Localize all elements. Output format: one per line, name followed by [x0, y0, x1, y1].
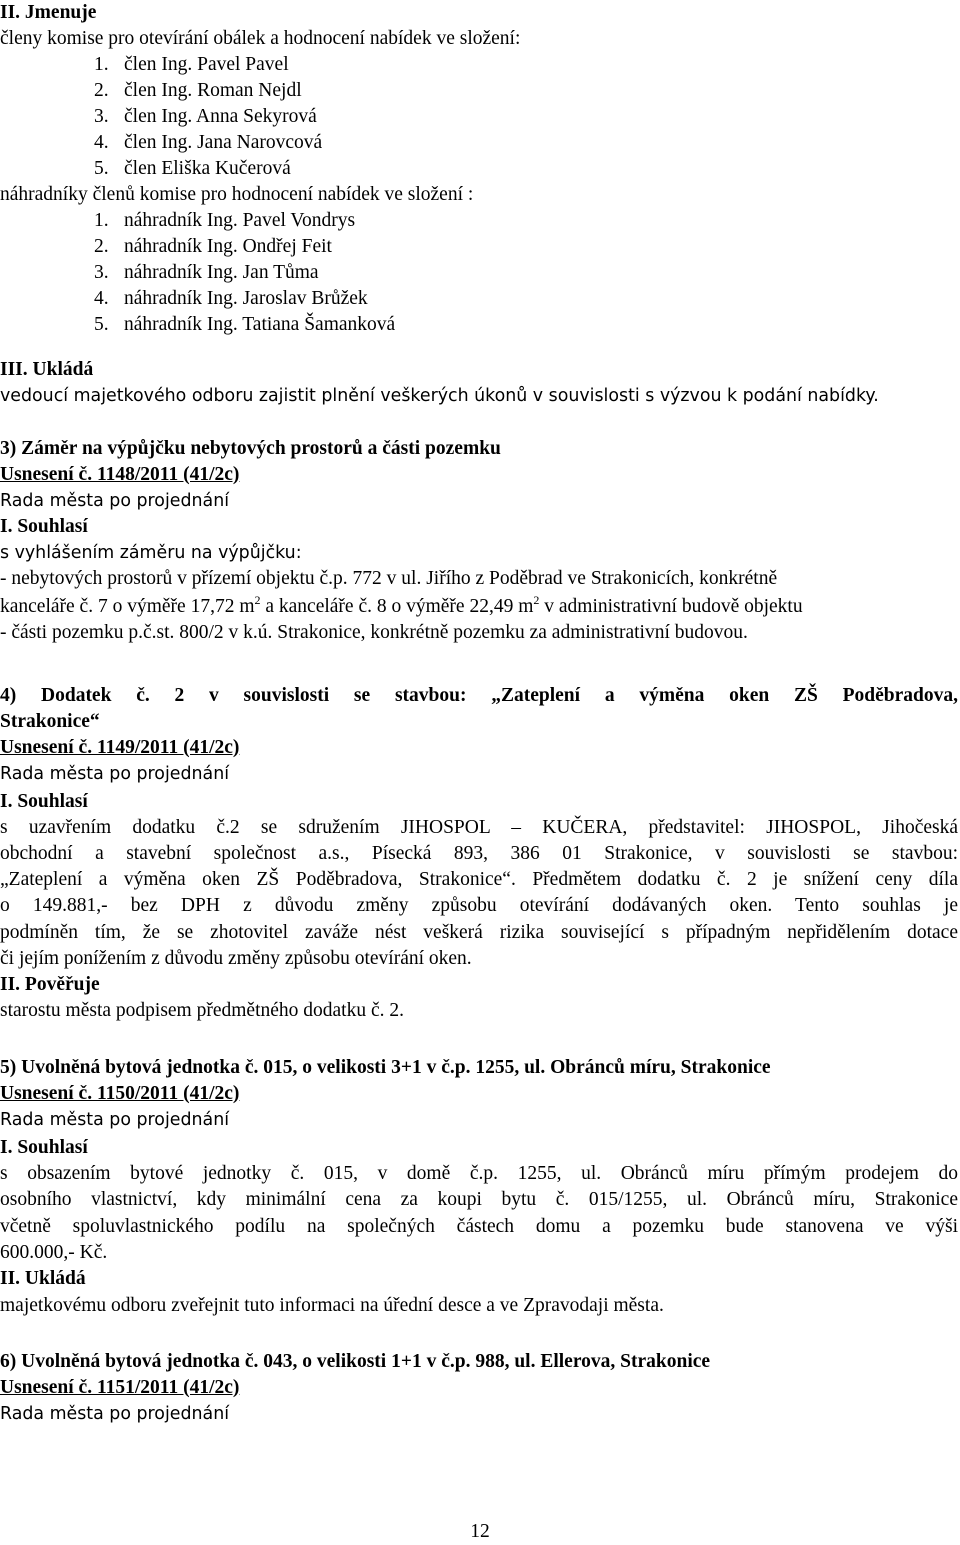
item-6-title: 6) Uvolněná bytová jednotka č. 043, o velikosti 1+1 v č.p. 988, ul. Ellerova, Strakonice — [0, 1351, 711, 1372]
section-iii-heading: III. Ukládá — [0, 359, 94, 380]
substitute-item-1: 1. náhradník Ing. Pavel Vondrys — [94, 210, 356, 231]
section-ii-intro: členy komise pro otevírání obálek a hodnocení nabídek ve složení: — [0, 28, 521, 49]
item-3-line-4: - části pozemku p.č.st. 800/2 v k.ú. Strakonice, konkrétně pozemku za administrativní budovou. — [0, 622, 748, 643]
item-4-para-line: „Zateplení a výměna oken ZŠ Poděbradova, Strakonice“. Předmětem dodatku č. 2 je snížení ceny díla — [0, 869, 958, 890]
item-4-text-ii: starostu města podpisem předmětného dodatku č. 2. — [0, 1000, 404, 1021]
item-5-heading-i: I. Souhlasí — [0, 1137, 88, 1158]
superscript-2: 2 — [533, 593, 540, 607]
item-3-line-2: - nebytových prostorů v přízemí objektu č.p. 772 v ul. Jiřího z Poděbrad ve Strakonicích, konkrétně — [0, 568, 778, 589]
item-4-para-line: či jejím ponížením z důvodu změny způsobu otevírání oken. — [0, 948, 472, 969]
item-5-para-line: včetně spoluvlastnického podílu na společných částech domu a pozemku bude stanovena ve výši — [0, 1216, 958, 1237]
item-5-para-line: s obsazením bytové jednotky č. 015, v domě č.p. 1255, ul. Obránců míru přímým prodejem do — [0, 1163, 958, 1184]
item-5-title: 5) Uvolněná bytová jednotka č. 015, o velikosti 3+1 v č.p. 1255, ul. Obránců míru, Strakonice — [0, 1057, 771, 1078]
item-4-para-line: s uzavřením dodatku č.2 se sdružením JIHOSPOL – KUČERA, představitel: JIHOSPOL, Jihočeská — [0, 817, 958, 838]
substitute-item-2: 2. náhradník Ing. Ondřej Feit — [94, 236, 332, 257]
member-item-1: 1. člen Ing. Pavel Pavel — [94, 54, 289, 75]
item-3-line-3: kanceláře č. 7 o výměře 17,72 $m^2$ a kanceláře č. 8 o výměře 22,49 $m^2$ v administrativní budově objektu — [0, 593, 803, 617]
item-4-title-line-2: Strakonice“ — [0, 711, 100, 732]
item-5-text-ii: majetkovému odboru zveřejnit tuto informaci na úřední desce a ve Zpravodaji města. — [0, 1295, 664, 1316]
page-number: 12 — [470, 1521, 490, 1542]
member-item-5: 5. člen Eliška Kučerová — [94, 158, 291, 179]
item-5-para-line: osobního vlastnictví, kdy minimální cena za koupi bytu č. 015/1255, ul. Obránců míru, Strakonice — [0, 1189, 958, 1210]
item-5-para-line: 600.000,- Kč. — [0, 1242, 108, 1263]
substitute-item-3: 3. náhradník Ing. Jan Tůma — [94, 262, 319, 283]
item-4-title-line-1: 4) Dodatek č. 2 v souvislosti se stavbou: „Zateplení a výměna oken ZŠ Poděbradova, — [0, 685, 958, 706]
substitute-item-5: 5. náhradník Ing. Tatiana Šamanková — [94, 314, 396, 335]
item-4-para-line: podmíněn tím, že se zhotovitel zaváže nést veškerá rizika související s případným nepřidělením dotace — [0, 922, 958, 943]
item-3-heading: I. Souhlasí — [0, 516, 88, 537]
item-4-after-deliberation: Rada města po projednání — [0, 764, 230, 784]
section-ii-heading: II. Jmenuje — [0, 2, 97, 23]
item-3-line-1: s vyhlášením záměru na výpůjčku: — [0, 543, 302, 563]
item-4-para-line: obchodní a stavební společnost a.s., Písecká 893, 386 01 Strakonice, v souvislosti se stavbou: — [0, 843, 958, 864]
item-5-heading-ii: II. Ukládá — [0, 1268, 86, 1289]
item-4-resolution: Usnesení č. 1149/2011 (41/2c) — [0, 737, 240, 758]
member-item-4: 4. člen Ing. Jana Narovcová — [94, 132, 323, 153]
item-5-after-deliberation: Rada města po projednání — [0, 1110, 230, 1130]
item-6-resolution: Usnesení č. 1151/2011 (41/2c) — [0, 1377, 240, 1398]
item-3-title: 3) Záměr na výpůjčku nebytových prostorů a části pozemku — [0, 438, 501, 459]
item-6-after-deliberation: Rada města po projednání — [0, 1404, 230, 1424]
item-4-para-line: o 149.881,- bez DPH z důvodu změny způsobu otevírání dodávaných oken. Tento souhlas je — [0, 895, 958, 916]
substitutes-intro: náhradníky členů komise pro hodnocení nabídek ve složení : — [0, 184, 474, 205]
superscript-2: 2 — [254, 593, 261, 607]
item-4-heading-ii: II. Pověřuje — [0, 974, 100, 995]
item-3-resolution: Usnesení č. 1148/2011 (41/2c) — [0, 464, 240, 485]
section-iii-text: vedoucí majetkového odboru zajistit plnění veškerých úkonů v souvislosti s výzvou k podání nabídky. — [0, 386, 879, 406]
item-3-after-deliberation: Rada města po projednání — [0, 491, 230, 511]
item-4-heading-i: I. Souhlasí — [0, 791, 88, 812]
substitute-item-4: 4. náhradník Ing. Jaroslav Brůžek — [94, 288, 368, 309]
item-5-resolution: Usnesení č. 1150/2011 (41/2c) — [0, 1083, 240, 1104]
member-item-3: 3. člen Ing. Anna Sekyrová — [94, 106, 317, 127]
member-item-2: 2. člen Ing. Roman Nejdl — [94, 80, 302, 101]
